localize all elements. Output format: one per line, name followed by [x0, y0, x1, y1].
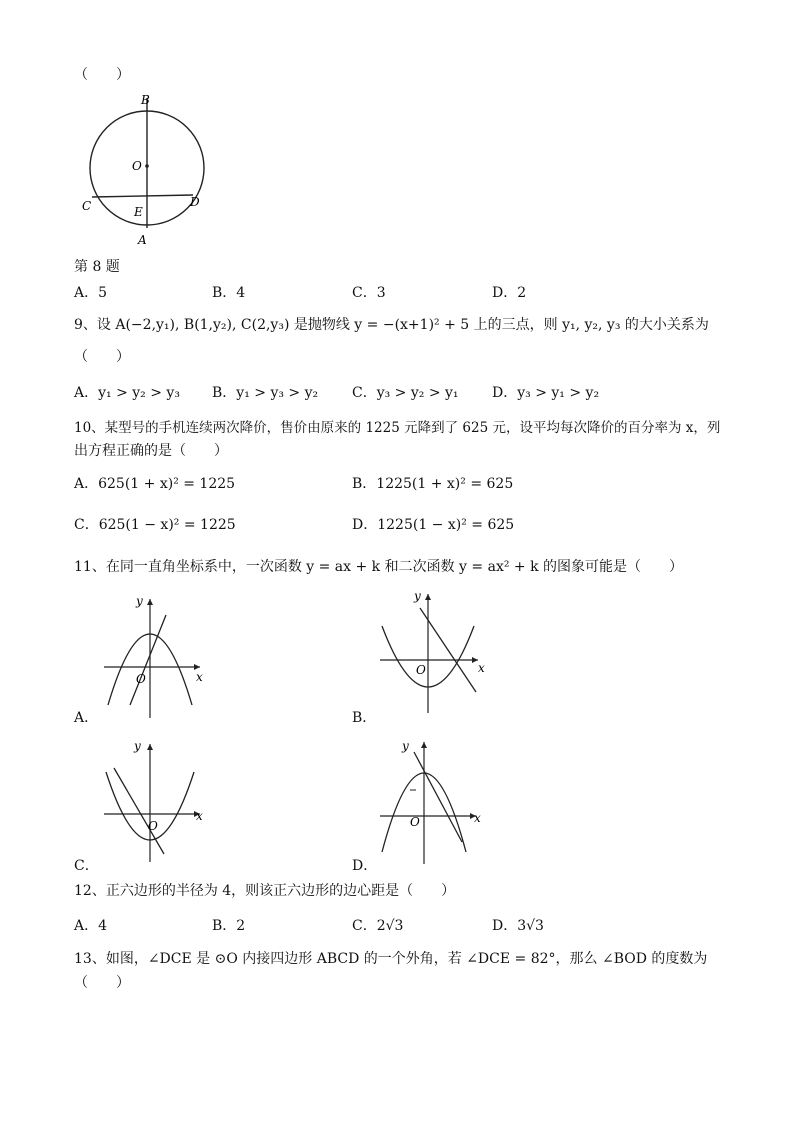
- label-a: A: [138, 233, 147, 247]
- chord-cd: [92, 195, 193, 197]
- line-a: [130, 615, 166, 705]
- q11-stem: 11、在同一直角坐标系中，一次函数 y = ax + k 和二次函数 y = ax² + k 的图象可能是（ ）: [74, 559, 684, 575]
- x-label: x: [196, 809, 203, 823]
- y-label: y: [134, 739, 141, 753]
- q8-paren: （ ）: [74, 67, 130, 83]
- label-d: D: [190, 195, 200, 209]
- q12-stem: 12、正六边形的半径为 4，则该正六边形的边心距是（ ）: [74, 883, 456, 899]
- center-point: [145, 164, 149, 168]
- q11-graph-c: [100, 738, 220, 868]
- origin-label: O: [148, 819, 158, 833]
- q10-stem-line1: 10、某型号的手机连续两次降价，售价由原来的 1225 元降到了 625 元，设平均每次降价的百分率为 x，列: [74, 420, 721, 436]
- y-label: y: [414, 589, 421, 603]
- q8-option-a: A．5: [74, 285, 108, 301]
- label-e: E: [134, 205, 143, 219]
- q11-option-d: D．: [352, 858, 378, 874]
- origin-label: O: [410, 815, 420, 829]
- q8-circle-figure: [76, 88, 216, 248]
- q10-option-d: D．1225(1 − x)² = 625: [352, 517, 515, 533]
- q9-option-a: A．y₁ > y₂ > y₃: [74, 385, 180, 401]
- x-label: x: [196, 670, 203, 684]
- label-c: C: [82, 199, 92, 213]
- q11-graph-d: [376, 738, 496, 868]
- q10-option-b: B．1225(1 + x)² = 625: [352, 476, 514, 492]
- q11-graph-b: [378, 588, 498, 718]
- q8-option-c: C．3: [352, 285, 386, 301]
- q11-option-a: A．: [74, 710, 99, 726]
- label-o: O: [132, 159, 142, 173]
- q12-option-c: C．2√3: [352, 918, 404, 934]
- origin-label: O: [136, 672, 146, 686]
- label-b: B: [141, 93, 150, 107]
- q9-option-b: B．y₁ > y₃ > y₂: [212, 385, 319, 401]
- q10-option-a: A．625(1 + x)² = 1225: [74, 476, 236, 492]
- q13-paren: （ ）: [74, 975, 130, 991]
- q10-option-c: C．625(1 − x)² = 1225: [74, 517, 236, 533]
- origin-label: O: [416, 663, 426, 677]
- q12-option-b: B．2: [212, 918, 246, 934]
- q12-option-a: A．4: [74, 918, 108, 934]
- q11-option-c: C．: [74, 858, 99, 874]
- q11-option-b: B．: [352, 710, 377, 726]
- q12-option-d: D．3√3: [492, 918, 544, 934]
- y-label: y: [136, 594, 143, 608]
- q13-stem: 13、如图，∠DCE 是 ⊙O 内接四边形 ABCD 的一个外角，若 ∠DCE = 82°，那么 ∠BOD 的度数为: [74, 951, 708, 967]
- x-label: x: [474, 811, 481, 825]
- q8-option-b: B．4: [212, 285, 246, 301]
- line-d: [414, 752, 462, 842]
- q9-stem: 9、设 A(−2,y₁), B(1,y₂), C(2,y₃) 是抛物线 y = −(x+1)² + 5 上的三点，则 y₁, y₂, y₃ 的大小关系为: [74, 317, 709, 333]
- y-label: y: [402, 739, 409, 753]
- q9-option-d: D．y₃ > y₁ > y₂: [492, 385, 600, 401]
- q8-caption: 第 8 题: [74, 259, 120, 275]
- q8-option-d: D．2: [492, 285, 527, 301]
- q9-paren: （ ）: [74, 349, 130, 365]
- q9-option-c: C．y₃ > y₂ > y₁: [352, 385, 459, 401]
- q11-graph-a: [100, 593, 220, 723]
- q10-stem-line2: 出方程正确的是（ ）: [74, 443, 228, 459]
- x-label: x: [478, 661, 485, 675]
